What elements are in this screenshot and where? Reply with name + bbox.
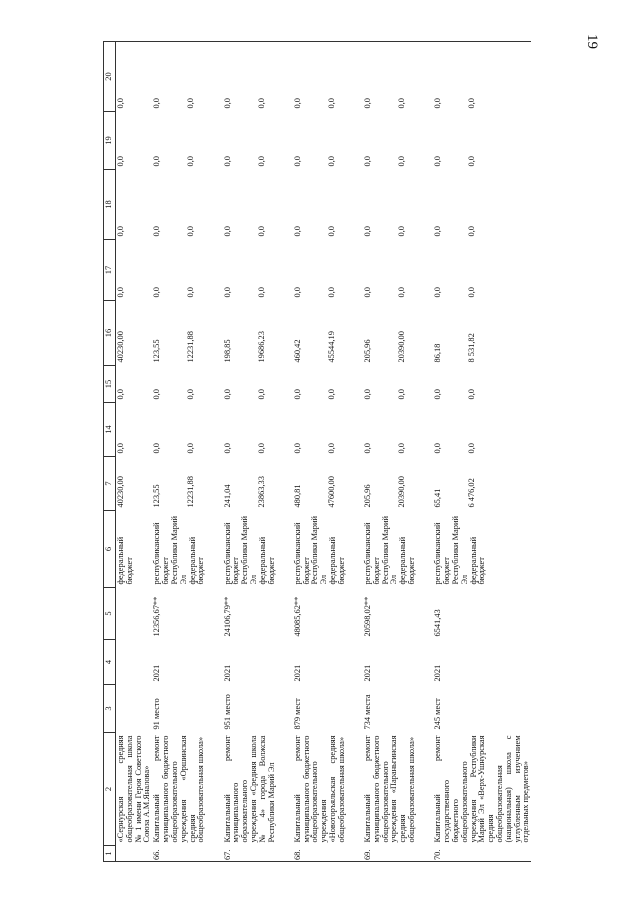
amount-value: 8 531,82 <box>467 333 477 363</box>
value-c14 <box>433 403 531 457</box>
amount-value: 0,0 <box>292 443 302 454</box>
amount-value: 0,0 <box>186 389 196 400</box>
year: 2021 <box>152 664 162 682</box>
amount-value: 0,0 <box>433 226 443 237</box>
amount-value: 0,0 <box>397 389 406 400</box>
value-c15 <box>116 366 153 403</box>
value-c7 <box>223 457 293 511</box>
value-c20 <box>223 42 293 112</box>
table-row <box>363 42 433 862</box>
amount-value: 12231,88 <box>186 331 196 363</box>
amount-value: 0,0 <box>116 98 125 109</box>
header-cell: 19 <box>104 112 116 170</box>
year: 2021 <box>222 664 232 682</box>
value-c19 <box>363 112 433 170</box>
funding-source <box>363 511 433 588</box>
amount-value: 0,0 <box>292 226 302 237</box>
amount-value: 0,0 <box>326 156 336 167</box>
amount-value: 0,0 <box>397 156 406 167</box>
object-name: Капитальный ремонт муниципального бюджетного общеобразовательного учреждения «Новоторъяльская средняя общеобразовательная школа» <box>292 735 346 843</box>
amount-value: 0,0 <box>256 156 266 167</box>
estimated-cost: 6541,43 <box>433 609 443 637</box>
capacity: 245 мест <box>433 698 443 730</box>
amount-value: 0,0 <box>326 443 336 454</box>
amount-value: 0,0 <box>363 226 372 237</box>
page-number: 19 <box>584 34 600 49</box>
amount-value: 0,0 <box>116 156 125 167</box>
amount-value: 0,0 <box>222 389 232 400</box>
header-cell: 15 <box>104 366 116 403</box>
funding-source-label: федеральный бюджет <box>187 536 206 585</box>
estimated-cost: 12356,67** <box>152 596 162 637</box>
year: 2021 <box>363 664 372 682</box>
object-name: Капитальный ремонт государственного бюджетного общеобразовательного учреждения Республики Марий Эл «Верх-Ушнурская средняя общеобразовательная (национальная) школа с углубленным изучением отдельных предметов» <box>433 735 531 843</box>
value-c7 <box>152 457 222 511</box>
funding-source-label: республиканский бюджет Республики Марий Эл <box>222 516 258 585</box>
object-name: Капитальный ремонт муниципального бюджетного общеобразовательного учреждения «Параньгинская средняя общеобразовательная школа» <box>363 735 417 843</box>
amount-value: 0,0 <box>326 287 336 298</box>
amount-value: 123,55 <box>152 484 162 508</box>
value-c14 <box>363 403 433 457</box>
row-number: 67. <box>223 846 293 862</box>
value-c18 <box>363 170 433 240</box>
amount-value: 0,0 <box>186 287 196 298</box>
value-c20 <box>363 42 433 112</box>
funding-source-label: федеральный бюджет <box>116 536 134 585</box>
table-header <box>104 42 116 862</box>
amount-value: 460,42 <box>292 339 302 363</box>
capacity: 91 место <box>152 698 162 730</box>
object-name: Капитальный ремонт муниципального образовательного учреждения «Средняя школа № 4» города Волжска Республики Марий Эл <box>222 735 276 843</box>
amount-value: 0,0 <box>152 98 162 109</box>
funding-source-label: республиканский бюджет Республики Марий Эл <box>363 516 399 585</box>
value-c15 <box>152 366 222 403</box>
amount-value: 0,0 <box>326 226 336 237</box>
amount-value: 0,0 <box>433 156 443 167</box>
amount-value: 0,0 <box>152 226 162 237</box>
value-c17 <box>363 240 433 301</box>
value-c16 <box>293 301 363 366</box>
header-cell: 6 <box>104 511 116 588</box>
amount-value: 0,0 <box>467 287 477 298</box>
value-c20 <box>116 42 153 112</box>
value-c17 <box>223 240 293 301</box>
header-cell: 5 <box>104 588 116 640</box>
estimated-cost: 48085,62** <box>292 596 302 637</box>
funding-source-label: республиканский бюджет Республики Марий Эл <box>152 516 188 585</box>
table-row <box>152 42 222 862</box>
header-cell: 17 <box>104 240 116 301</box>
funding-source <box>293 511 363 588</box>
value-c16 <box>116 301 153 366</box>
amount-value: 0,0 <box>256 226 266 237</box>
object-name: Капитальный ремонт муниципального бюджетного общеобразовательного учреждения «Оршинская средняя общеобразовательная школа» <box>152 735 206 843</box>
amount-value: 0,0 <box>433 287 443 298</box>
amount-value: 0,0 <box>292 156 302 167</box>
rotated-table-sheet <box>103 42 539 862</box>
header-cell: 20 <box>104 42 116 112</box>
amount-value: 40230,00 <box>116 331 125 363</box>
amount-value: 0,0 <box>292 287 302 298</box>
value-c19 <box>152 112 222 170</box>
header-cell: 4 <box>104 640 116 685</box>
amount-value: 205,96 <box>363 484 372 508</box>
value-c15 <box>293 366 363 403</box>
amount-value: 0,0 <box>433 443 443 454</box>
funding-source-label: федеральный бюджет <box>398 536 417 585</box>
amount-value: 6 476,02 <box>467 478 477 508</box>
amount-value: 0,0 <box>186 443 196 454</box>
amount-value: 0,0 <box>222 156 232 167</box>
value-c17 <box>116 240 153 301</box>
value-c14 <box>152 403 222 457</box>
amount-value: 0,0 <box>186 156 196 167</box>
year: 2021 <box>433 664 443 682</box>
header-cell: 1 <box>104 846 116 862</box>
header-cell: 2 <box>104 733 116 846</box>
year: 2021 <box>292 664 302 682</box>
capacity <box>116 685 153 733</box>
program-table <box>103 41 531 862</box>
amount-value: 47600,00 <box>326 476 336 508</box>
amount-value: 198,85 <box>222 339 232 363</box>
funding-source <box>116 511 153 588</box>
value-c7 <box>363 457 433 511</box>
value-c7 <box>293 457 363 511</box>
amount-value: 0,0 <box>186 226 196 237</box>
row-number: 70. <box>433 846 531 862</box>
amount-value: 23863,33 <box>256 476 266 508</box>
amount-value: 40230,00 <box>116 476 125 508</box>
value-c18 <box>433 170 531 240</box>
header-cell: 14 <box>104 403 116 457</box>
capacity: 879 мест <box>292 698 302 730</box>
value-c18 <box>116 170 153 240</box>
amount-value: 0,0 <box>116 226 125 237</box>
amount-value: 0,0 <box>152 156 162 167</box>
estimated-cost: 24106,79** <box>222 596 232 637</box>
capacity: 734 места <box>363 694 372 730</box>
funding-source-label: федеральный бюджет <box>328 536 346 585</box>
value-c17 <box>433 240 531 301</box>
amount-value: 0,0 <box>363 98 372 109</box>
header-cell: 18 <box>104 170 116 240</box>
row-number: 66. <box>152 846 222 862</box>
amount-value: 0,0 <box>116 287 125 298</box>
amount-value: 20390,00 <box>397 476 406 508</box>
header-cell: 3 <box>104 685 116 733</box>
amount-value: 0,0 <box>326 389 336 400</box>
value-c18 <box>223 170 293 240</box>
amount-value: 45544,19 <box>326 331 336 363</box>
amount-value: 0,0 <box>116 389 125 400</box>
amount-value: 0,0 <box>152 443 162 454</box>
amount-value: 123,55 <box>152 339 162 363</box>
amount-value: 0,0 <box>256 287 266 298</box>
amount-value: 0,0 <box>467 156 477 167</box>
amount-value: 86,18 <box>433 343 443 363</box>
value-c17 <box>293 240 363 301</box>
amount-value: 480,81 <box>292 484 302 508</box>
amount-value: 0,0 <box>467 226 477 237</box>
amount-value: 0,0 <box>397 443 406 454</box>
amount-value: 0,0 <box>433 98 443 109</box>
funding-source-label: федеральный бюджет <box>468 536 487 585</box>
amount-value: 0,0 <box>397 98 406 109</box>
value-c16 <box>363 301 433 366</box>
amount-value: 0,0 <box>467 443 477 454</box>
amount-value: 0,0 <box>363 389 372 400</box>
amount-value: 0,0 <box>292 389 302 400</box>
amount-value: 65,41 <box>433 488 443 508</box>
header-cell: 7 <box>104 457 116 511</box>
value-c20 <box>433 42 531 112</box>
table-row <box>223 42 293 862</box>
funding-source <box>223 511 293 588</box>
header-cell: 16 <box>104 301 116 366</box>
amount-value: 0,0 <box>256 98 266 109</box>
amount-value: 12231,88 <box>186 476 196 508</box>
value-c14 <box>293 403 363 457</box>
amount-value: 241,04 <box>222 484 232 508</box>
value-c14 <box>223 403 293 457</box>
amount-value: 0,0 <box>222 287 232 298</box>
row-number: 68. <box>293 846 363 862</box>
amount-value: 0,0 <box>363 287 372 298</box>
amount-value: 205,96 <box>363 339 372 363</box>
value-c18 <box>293 170 363 240</box>
value-c19 <box>223 112 293 170</box>
value-c14 <box>116 403 153 457</box>
funding-source-label: республиканский бюджет Республики Марий Эл <box>433 516 469 585</box>
funding-source <box>152 511 222 588</box>
value-c19 <box>293 112 363 170</box>
funding-source-label: федеральный бюджет <box>257 536 276 585</box>
value-c19 <box>433 112 531 170</box>
year <box>116 640 153 685</box>
amount-value: 0,0 <box>326 98 336 109</box>
value-c15 <box>223 366 293 403</box>
capacity: 951 место <box>222 694 232 730</box>
value-c15 <box>433 366 531 403</box>
value-c16 <box>223 301 293 366</box>
value-c16 <box>433 301 531 366</box>
amount-value: 0,0 <box>186 98 196 109</box>
amount-value: 19686,23 <box>256 331 266 363</box>
amount-value: 0,0 <box>152 287 162 298</box>
value-c19 <box>116 112 153 170</box>
value-c20 <box>293 42 363 112</box>
amount-value: 0,0 <box>256 389 266 400</box>
amount-value: 20390,00 <box>397 331 406 363</box>
amount-value: 0,0 <box>152 389 162 400</box>
value-c7 <box>116 457 153 511</box>
table-row <box>293 42 363 862</box>
row-number <box>116 846 153 862</box>
amount-value: 0,0 <box>222 98 232 109</box>
amount-value: 0,0 <box>116 443 125 454</box>
value-c17 <box>152 240 222 301</box>
object-name: «Сернурская средняя общеобразовательная школа № 1 имени Героя Советского Союза А.М.Яналова» <box>116 735 152 843</box>
table-row <box>433 42 531 862</box>
amount-value: 0,0 <box>433 389 443 400</box>
row-number: 69. <box>363 846 433 862</box>
value-c18 <box>152 170 222 240</box>
amount-value: 0,0 <box>397 226 406 237</box>
value-c20 <box>152 42 222 112</box>
amount-value: 0,0 <box>397 287 406 298</box>
funding-source-label: республиканский бюджет Республики Марий Эл <box>292 516 329 585</box>
amount-value: 0,0 <box>256 443 266 454</box>
amount-value: 0,0 <box>363 156 372 167</box>
value-c15 <box>363 366 433 403</box>
amount-value: 0,0 <box>222 443 232 454</box>
value-c16 <box>152 301 222 366</box>
amount-value: 0,0 <box>363 443 372 454</box>
estimated-cost: 20598,02** <box>363 596 372 637</box>
table-body <box>116 42 532 862</box>
amount-value: 0,0 <box>292 98 302 109</box>
funding-source <box>433 511 531 588</box>
table-row <box>116 42 153 862</box>
value-c7 <box>433 457 531 511</box>
amount-value: 0,0 <box>467 389 477 400</box>
amount-value: 0,0 <box>467 98 477 109</box>
amount-value: 0,0 <box>222 226 232 237</box>
estimated-cost <box>116 588 153 640</box>
